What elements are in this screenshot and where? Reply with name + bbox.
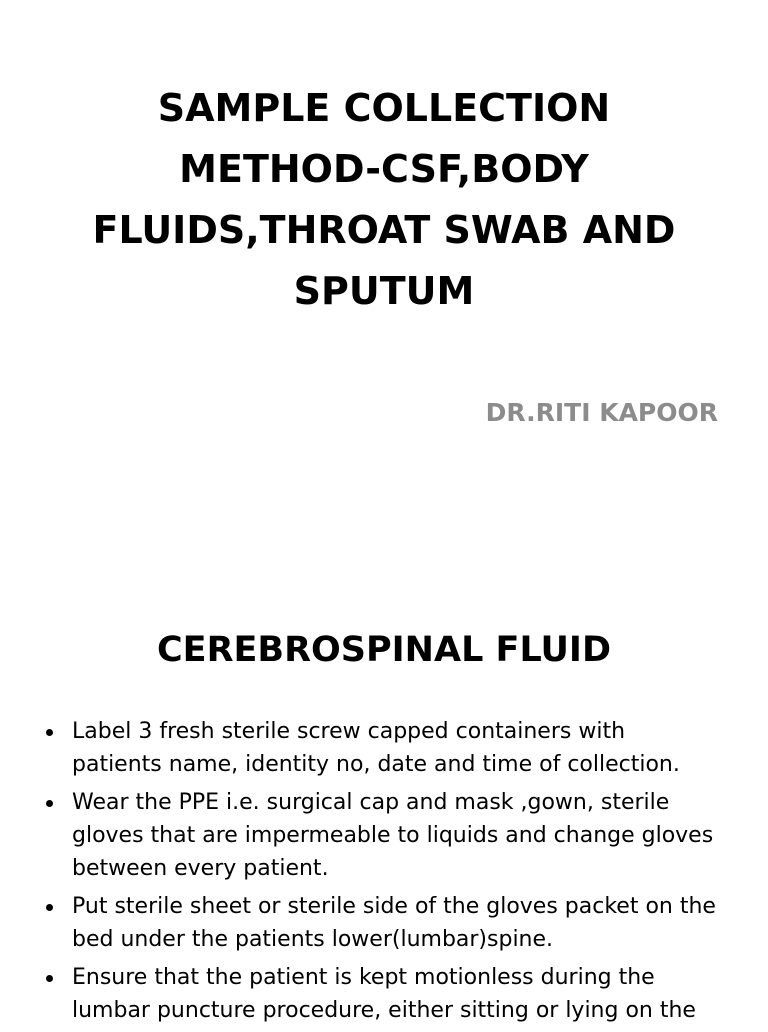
bullet-line: gloves that are impermeable to liquids and change gloves [72, 823, 714, 848]
bullet-item [40, 961, 730, 1027]
bullet-line: patients name, identity no, date and time of collection. [72, 752, 680, 777]
slide-title-line: SPUTUM [293, 269, 475, 313]
slide-title-line: METHOD-CSF,BODY [179, 147, 589, 191]
bullet-item [40, 786, 730, 885]
bullet-line: Label 3 fresh sterile screw capped containers with [72, 719, 626, 744]
bullet-item [40, 715, 730, 781]
bullet-dot-icon [46, 729, 53, 736]
bullet-dot-icon [46, 975, 53, 982]
slide-title-line: FLUIDS,THROAT SWAB AND [92, 208, 676, 252]
section-title: CEREBROSPINAL FLUID [156, 630, 612, 670]
author-name: DR.RITI KAPOOR [485, 398, 718, 427]
bullet-line: Ensure that the patient is kept motionless during the [72, 965, 655, 990]
bullet-list [40, 715, 730, 1032]
bullet-dot-icon [46, 904, 53, 911]
bullet-line: Put sterile sheet or sterile side of the gloves packet on the [72, 894, 716, 919]
bullet-item [40, 890, 730, 956]
bullet-dot-icon [46, 800, 53, 807]
bullet-line: bed under the patients lower(lumbar)spine. [72, 927, 554, 952]
slide-title [40, 78, 728, 322]
bullet-line: Wear the PPE i.e. surgical cap and mask ,gown, sterile [72, 790, 670, 815]
bullet-line: between every patient. [72, 856, 329, 881]
bullet-line: lumbar puncture procedure, either sitting or lying on the [72, 998, 696, 1023]
slide-title-line: SAMPLE COLLECTION [157, 86, 611, 130]
